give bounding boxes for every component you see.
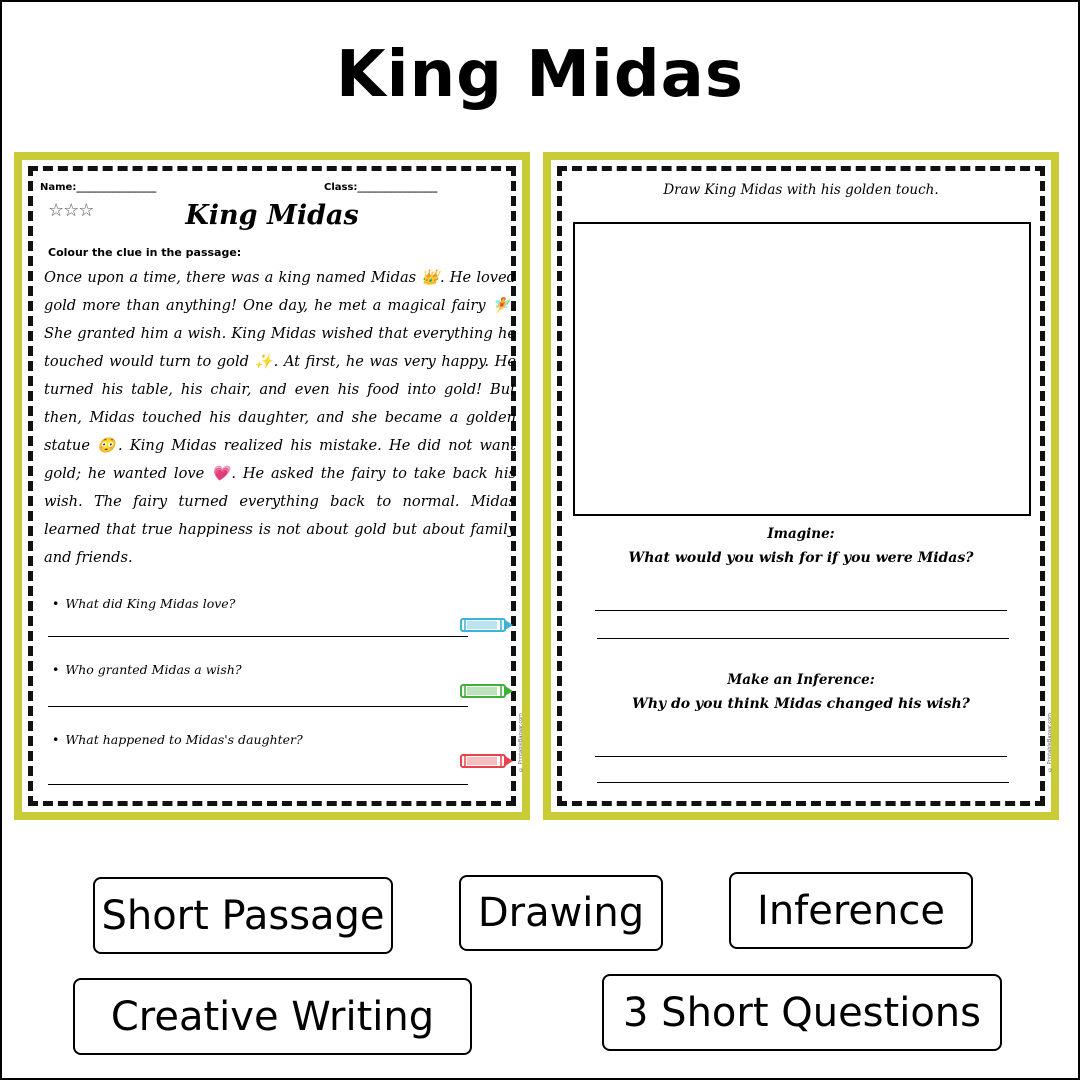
tag-creative-writing: Creative Writing <box>73 978 472 1055</box>
drawing-prompt: Draw King Midas with his golden touch. <box>663 182 939 198</box>
main-title: King Midas <box>336 38 744 112</box>
tag-short-passage: Short Passage <box>93 877 393 954</box>
worksheet-passage-page <box>14 152 530 820</box>
question-2: • Who granted Midas a wish? <box>52 662 242 677</box>
copyright-text: © PrintableBazaar.com <box>518 713 524 772</box>
crayon-icon-red <box>455 752 515 770</box>
reading-passage: Once upon a time, there was a king named Midas 👑. He loved gold more than anything! One day, he met a magical fairy 🧚. She granted him a wish. King Midas wished that everything he touched would turn to gold ✨. At first, he was very happy. He turned his table, his chair, and even his food into gold! But then, Midas touched his daughter, and she became a golden statue 😳. King Midas realized his mistake. He did not want gold; he wanted love 💗. He asked the fairy to take back his wish. The fairy turned everything back to normal. Midas learned that true happiness is not about gold but about family and friends. <box>44 269 516 566</box>
question-1: • What did King Midas love? <box>52 596 236 611</box>
inference-label: Make an Inference: <box>727 672 875 688</box>
tag-drawing: Drawing <box>459 875 663 951</box>
crayon-icon-blue <box>455 616 515 634</box>
imagine-answer-line-2[interactable] <box>597 638 1009 639</box>
answer-line-3[interactable] <box>48 784 468 785</box>
worksheet-drawing-page <box>543 152 1059 820</box>
imagine-label: Imagine: <box>767 526 835 542</box>
inference-question: Why do you think Midas changed his wish? <box>632 696 970 712</box>
answer-line-2[interactable] <box>48 706 468 707</box>
class-field: Class:________________ <box>324 182 438 193</box>
tag-3-short-questions: 3 Short Questions <box>602 974 1002 1051</box>
imagine-answer-line-1[interactable] <box>595 610 1007 611</box>
rating-stars-icon: ☆☆☆ <box>48 200 94 221</box>
name-field: Name:________________ <box>40 182 157 193</box>
worksheet-title: King Midas <box>185 200 359 231</box>
passage-instruction: Colour the clue in the passage: <box>48 246 242 259</box>
inference-answer-line-2[interactable] <box>597 782 1009 783</box>
copyright-text: © PrintableBazaar.com <box>1047 713 1053 772</box>
crayon-icon-green <box>455 682 515 700</box>
tag-inference: Inference <box>729 872 973 949</box>
imagine-question: What would you wish for if you were Midas? <box>628 550 974 566</box>
drawing-box[interactable] <box>573 222 1031 516</box>
question-3: • What happened to Midas's daughter? <box>52 732 303 747</box>
answer-line-1[interactable] <box>48 636 468 637</box>
inference-answer-line-1[interactable] <box>595 756 1007 757</box>
